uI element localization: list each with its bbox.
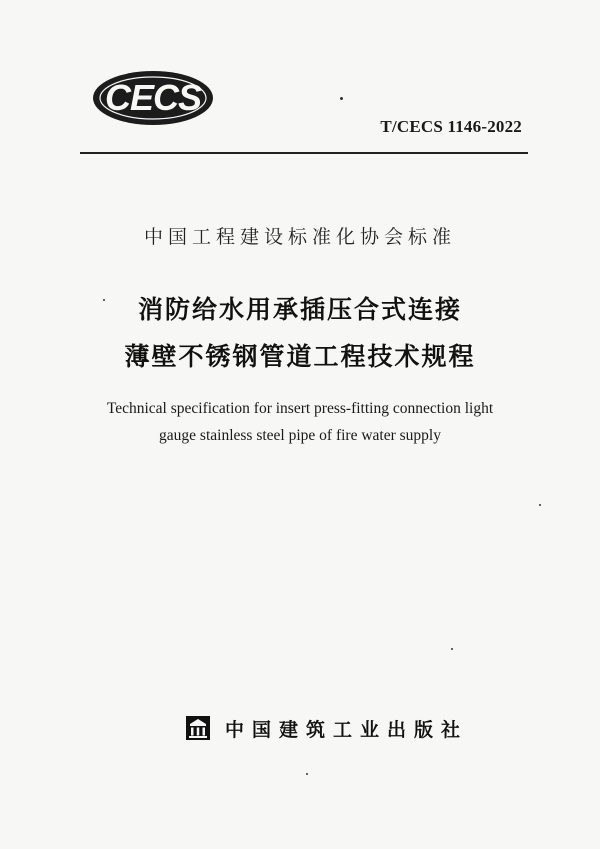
title-en-line2: gauge stainless steel pipe of fire water supply xyxy=(159,427,441,444)
title-zh-line1: 消防给水用承插压合式连接 xyxy=(137,295,462,324)
scan-speck xyxy=(340,97,343,100)
logo-text: CECS xyxy=(104,77,202,118)
standard-number: T/CECS 1146-2022 xyxy=(380,117,522,136)
association-line: 中国工程建设标准化协会标准 xyxy=(143,226,456,248)
publisher-name: 中国建筑工业出版社 xyxy=(225,718,469,741)
scan-speck xyxy=(103,299,105,301)
cecs-logo xyxy=(92,70,214,126)
scan-speck xyxy=(539,504,541,506)
title-en-line1: Technical specification for insert press-fitting connection light xyxy=(106,400,494,417)
header-divider xyxy=(80,152,528,154)
publisher xyxy=(185,712,468,744)
scan-speck xyxy=(451,648,453,650)
scan-speck xyxy=(306,773,308,775)
publisher-emblem-icon xyxy=(185,715,211,741)
title-zh-line2: 薄壁不锈钢管道工程技术规程 xyxy=(124,342,476,371)
